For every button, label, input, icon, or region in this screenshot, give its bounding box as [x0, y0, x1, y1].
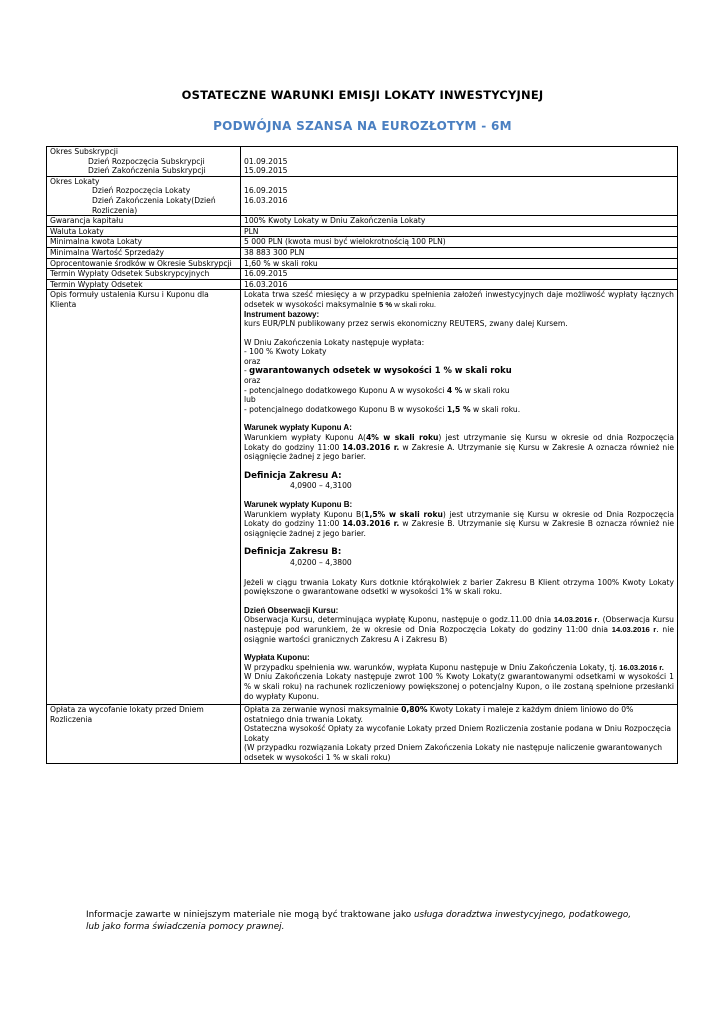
min-amount-value: 5 000 PLN (kwota musi być wielokrotnością 100 PLN) [241, 237, 678, 248]
row-value [241, 176, 678, 215]
document-title: OSTATECZNE WARUNKI EMISJI LOKATY INWESTYCYJNEJ [181, 88, 544, 102]
coupon-payment-text-2: W Dniu Zakończenia Lokaty następuje zwrot 100 % Kwoty Lokaty(z gwarantowanymi odsetkami w wysokości 1 % w skali roku) na rachunek rozliczeniowy powiększonej o potencjalny Kupon, o ile zostaną spełnione przesłanki do wypłaty Kuponu. [244, 672, 674, 701]
min-amount-label: Minimalna kwota Lokaty [47, 237, 241, 248]
payout-intro: W Dniu Zakończenia Lokaty następuje wypłata: [244, 337, 425, 347]
deposit-end-value: 16.03.2016 [244, 195, 288, 205]
coupon-b-heading: Warunek wypłaty Kuponu B: [244, 500, 353, 509]
table-row [47, 247, 678, 258]
payout-item: - gwarantowanych odsetek w wysokości 1 % w skali roku [244, 365, 512, 376]
capital-guarantee-label: Gwarancja kapitału [47, 216, 241, 227]
table-row [47, 237, 678, 248]
coupon-payment-text: W przypadku spełnienia ww. warunków, wypłata Kuponu następuje w Dniu Zakończenia Lokaty, tj. 16.03.2016 r. [244, 662, 664, 672]
observation-text: Obserwacja Kursu, determinująca wypłatę Kuponu, następuje o godz.11.00 dnia 14.03.2016 r. (Obserwacja Kursu następuje pod warunkiem, że w okresie od Dnia Rozpoczęcia Lokaty do godziny 11:00 dnia 14.03.2016 r. nie osiągnie wartości granicznych Zakresu A i Zakresu B) [244, 615, 674, 644]
observation-heading: Dzień Obserwacji Kursu: [244, 605, 339, 615]
subscription-interest-label: Oprocentowanie środków w Okresie Subskrypcji [47, 258, 241, 269]
coupon-b-text: Warunkiem wypłaty Kuponu B(1,5% w skali roku) jest utrzymanie się Kursu w okresie od Dnia Rozpoczęcia Lokaty do godziny 11:00 14.03.2016 r. w Zakresie B. Utrzymanie się Kursu w Zakresie B oznacza również nie osiągnięcie żadnej z jego barier. [244, 509, 675, 538]
subscription-end-value: 15.09.2015 [244, 166, 288, 176]
instrument-heading: Instrument bazowy: [244, 309, 320, 319]
subscription-interest-value: 1,60 % w skali roku [241, 258, 678, 269]
table-row [47, 258, 678, 269]
min-sale-value: 38 883 300 PLN [241, 247, 678, 258]
terms-table [46, 146, 678, 764]
payout-item: - 100 % Kwoty Lokaty [244, 347, 327, 357]
fee-text-1: Opłata za zerwanie wynosi maksymalnie 0,80% Kwoty Lokaty i maleje z każdym dniem liniowo do 0% ostatniego dnia trwania Lokaty. [244, 705, 634, 724]
range-b-value: 4,0200 – 4,3800 [290, 557, 352, 567]
deposit-start-value: 16.09.2015 [244, 186, 288, 196]
table-row [47, 216, 678, 227]
deposit-period-label: Okres Lokaty [50, 176, 100, 186]
row-label [47, 147, 241, 177]
row-label [47, 176, 241, 215]
formula-intro: Lokata trwa sześć miesięcy a w przypadku spełnienia założeń inwestycyjnych daje możliwość wypłaty łącznych odsetek w wysokości maksymalnie 5 % w skali roku. [244, 290, 674, 309]
payout-item: - potencjalnego dodatkowego Kuponu A w wysokości 4 % w skali roku [244, 385, 510, 395]
table-row [47, 176, 678, 215]
product-name: PODWÓJNA SZANSA NA EUROZŁOTYM - 6M [213, 119, 512, 133]
payout-item: - potencjalnego dodatkowego Kuponu B w wysokości 1,5 % w skali roku. [244, 404, 521, 414]
row-value [241, 147, 678, 177]
subscription-end-label: Dzień Zakończenia Subskrypcji [88, 166, 206, 176]
payout-conjunction: oraz [244, 376, 261, 386]
currency-label: Waluta Lokaty [47, 226, 241, 237]
currency-value: PLN [241, 226, 678, 237]
range-a-value: 4,0900 – 4,3100 [290, 481, 352, 491]
coupon-a-heading: Warunek wypłaty Kuponu A: [244, 423, 352, 433]
coupon-payment-heading: Wypłata Kuponu: [244, 653, 310, 663]
table-row [47, 269, 678, 280]
formula-description [241, 290, 678, 705]
deposit-end-label: Dzień Zakończenia Lokaty(Dzień Rozliczenia) [92, 195, 216, 215]
capital-guarantee-value: 100% Kwoty Lokaty w Dniu Zakończenia Lokaty [241, 216, 678, 227]
range-b-heading: Definicja Zakresu B: [244, 547, 342, 558]
subscription-interest-payment-value: 16.09.2015 [241, 269, 678, 280]
subscription-period-label: Okres Subskrypcji [50, 147, 119, 156]
fee-text-3: (W przypadku rozwiązania Lokaty przed Dniem Zakończenia Lokaty nie następuje naliczenie gwarantowanych odsetek w wysokości 1 % w skali roku) [244, 743, 663, 763]
payout-conjunction: oraz [244, 356, 261, 366]
fee-label: Opłata za wycofanie lokaty przed Dniem Rozliczenia [47, 705, 241, 764]
formula-label: Opis formuły ustalenia Kursu i Kuponu dla Klienta [47, 290, 241, 705]
deposit-start-label: Dzień Rozpoczęcia Lokaty [92, 186, 191, 196]
table-row [47, 705, 678, 764]
subscription-start-label: Dzień Rozpoczęcia Subskrypcji [88, 156, 205, 166]
disclaimer: Informacje zawarte w niniejszym materiale nie mogą być traktowane jako usługa doradztwa inwestycyjnego, podatkowego, lub jako forma świadczenia pomocy prawnej. [86, 910, 632, 932]
subscription-interest-payment-label: Termin Wypłaty Odsetek Subskrypcyjnych [47, 269, 241, 280]
coupon-a-text: Warunkiem wypłaty Kuponu A(4% w skali roku) jest utrzymanie się Kursu w okresie od dnia Rozpoczęcia Lokaty do godziny 11:00 14.03.2016 r. w Zakresie A. Utrzymanie się Kursu w Zakresie A oznacza również nie osiągnięcie żadnej z jego barier. [244, 433, 674, 462]
table-row [47, 290, 678, 705]
min-sale-label: Minimalna Wartość Sprzedaży [47, 247, 241, 258]
fee-text-2: Ostateczna wysokość Opłaty za wycofanie Lokaty przed Dniem Rozliczenia zostanie podana w Dniu Rozpoczęcia Lokaty [244, 724, 672, 743]
fee-description [241, 705, 678, 764]
instrument-text: kurs EUR/PLN publikowany przez serwis ekonomiczny REUTERS, zwany dalej Kursem. [244, 319, 568, 329]
subscription-start-value: 01.09.2015 [244, 156, 288, 166]
interest-payment-label: Termin Wypłaty Odsetek [47, 279, 241, 290]
barrier-text: Jeżeli w ciągu trwania Lokaty Kurs dotknie którąkolwiek z barier Zakresu B Klient otrzyma 100% Kwoty Lokaty powiększone o gwarantowane odsetki w wysokości 1% w skali roku. [244, 577, 674, 597]
table-row [47, 279, 678, 290]
range-a-heading: Definicja Zakresu A: [244, 470, 342, 481]
interest-payment-value: 16.03.2016 [241, 279, 678, 290]
table-row [47, 147, 678, 177]
payout-conjunction: lub [244, 395, 256, 405]
table-row [47, 226, 678, 237]
